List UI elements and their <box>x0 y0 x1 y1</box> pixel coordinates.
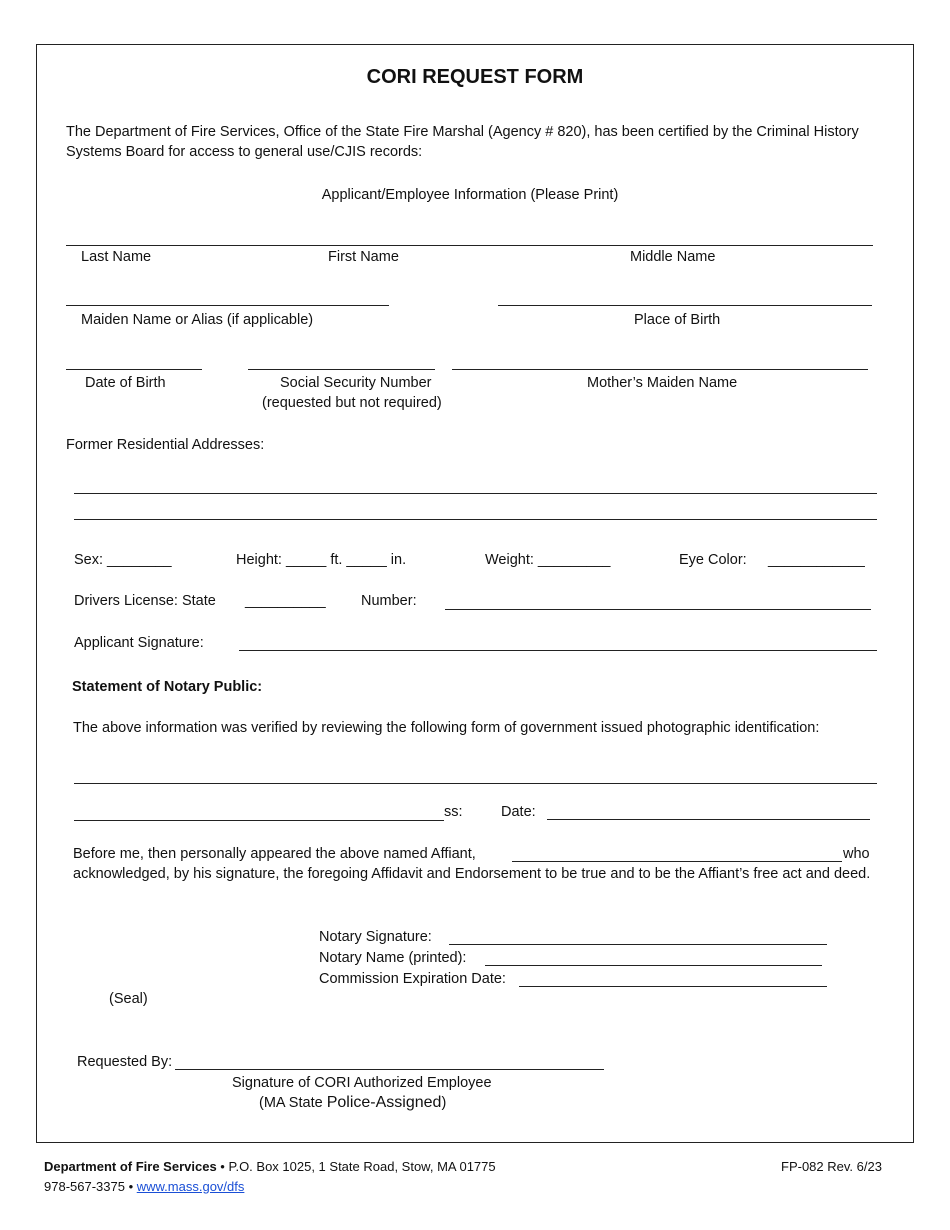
intro-paragraph: The Department of Fire Services, Office of the State Fire Marshal (Agency # 820), has been certified by the Criminal History Systems Board for access to general use/CJIS records: <box>66 124 859 160</box>
before-me-text: Before me, then personally appeared the above named Affiant, <box>73 846 476 862</box>
eye-color-field[interactable]: ____________ <box>768 552 865 568</box>
commission-label: Commission Expiration Date: <box>319 971 506 987</box>
requested-by-label: Requested By: <box>77 1054 173 1070</box>
dob-line[interactable] <box>66 369 202 370</box>
applicant-signature-label: Applicant Signature: <box>74 635 204 651</box>
close-paren-text: ) <box>441 1095 447 1111</box>
footer-form-number: FP-082 Rev. 6/23 <box>781 1159 882 1174</box>
affiant-line[interactable] <box>512 861 842 862</box>
footer-address: • P.O. Box 1025, 1 State Road, Stow, MA 01775 <box>216 1159 496 1174</box>
police-assigned-text: Police-Assigned <box>326 1094 442 1111</box>
mothers-maiden-line[interactable] <box>452 369 868 370</box>
dl-number-line[interactable] <box>445 609 871 610</box>
notary-heading: Statement of Notary Public: <box>72 679 263 695</box>
acknowledged-text: acknowledged, by his signature, the foregoing Affidavit and Endorsement to be true and to be the Affiant’s free act and deed. <box>73 866 871 882</box>
notary-verified-text: The above information was verified by reviewing the following form of government issued photographic identification: <box>73 720 820 736</box>
former-addresses-label: Former Residential Addresses: <box>66 437 265 453</box>
middle-name-label: Middle Name <box>630 249 716 265</box>
dl-state-field[interactable]: __________ <box>245 593 326 609</box>
place-of-birth-label: Place of Birth <box>634 312 721 328</box>
address-line-1[interactable] <box>74 493 877 494</box>
seal-label: (Seal) <box>109 991 148 1007</box>
footer-address-line <box>44 1157 496 1177</box>
place-of-birth-line[interactable] <box>498 305 872 306</box>
footer-department: Department of Fire Services <box>44 1159 217 1174</box>
footer-contact-line <box>44 1177 244 1197</box>
commission-line[interactable] <box>519 986 827 987</box>
eye-color-label: Eye Color: <box>679 552 747 568</box>
address-line-2[interactable] <box>74 519 877 520</box>
maiden-name-line[interactable] <box>66 305 389 306</box>
mothers-maiden-label: Mother’s Maiden Name <box>587 375 738 391</box>
height-field[interactable]: Height: _____ ft. _____ in. <box>236 552 407 568</box>
ss-line[interactable] <box>74 820 444 821</box>
ssn-label: Social Security Number <box>280 375 432 391</box>
dob-label: Date of Birth <box>85 375 166 391</box>
maiden-name-label: Maiden Name or Alias (if applicable) <box>81 312 314 328</box>
who-text: who <box>843 846 870 862</box>
sex-field[interactable]: Sex: ________ <box>74 552 172 568</box>
ma-state-text: (MA State <box>259 1095 327 1111</box>
ssn-note: (requested but not required) <box>262 395 442 411</box>
weight-field[interactable]: Weight: _________ <box>485 552 611 568</box>
footer-phone: 978-567-3375 • <box>44 1179 137 1194</box>
last-name-label: Last Name <box>81 249 152 265</box>
applicant-signature-line[interactable] <box>239 650 877 651</box>
notary-name-label: Notary Name (printed): <box>319 950 467 966</box>
notary-signature-label: Notary Signature: <box>319 929 432 945</box>
name-line[interactable] <box>66 245 873 246</box>
notary-signature-line[interactable] <box>449 944 827 945</box>
ma-state-caption <box>259 1093 446 1113</box>
dl-number-label: Number: <box>361 593 417 609</box>
ss-label: ss: <box>444 804 463 820</box>
requested-by-line[interactable] <box>175 1069 604 1070</box>
dl-state-label: Drivers License: State <box>74 593 216 609</box>
footer-website-link[interactable]: www.mass.gov/dfs <box>136 1179 245 1194</box>
date-label: Date: <box>501 804 536 820</box>
notary-name-line[interactable] <box>485 965 822 966</box>
form-title: CORI REQUEST FORM <box>366 66 584 88</box>
ssn-line[interactable] <box>248 369 435 370</box>
first-name-label: First Name <box>328 249 399 265</box>
id-form-line[interactable] <box>74 783 877 784</box>
section-heading: Applicant/Employee Information (Please Print) <box>321 187 619 203</box>
date-line[interactable] <box>547 819 870 820</box>
signature-caption: Signature of CORI Authorized Employee <box>232 1075 492 1091</box>
